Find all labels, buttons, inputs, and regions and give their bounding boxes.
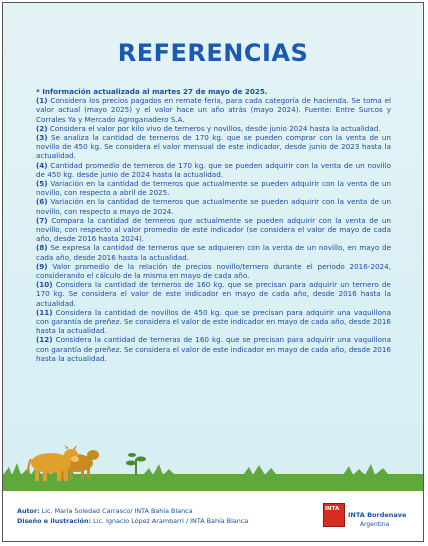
reference-list <box>36 96 391 363</box>
reference-number: (10) <box>36 280 53 290</box>
reference-number: (9) <box>36 261 48 271</box>
reference-item <box>36 243 391 261</box>
update-note: * Información actualizada al martes 27 de mayo de 2025. <box>36 87 268 96</box>
design-credit <box>17 517 248 525</box>
org-name: INTA Bordenave <box>348 511 407 519</box>
reference-text: Compara la cantidad de terneros que actualmente se pueden adquirir con la venta de un novillo, con respecto al valor promedio de este indicador (se considera el valor de mayo de cada año, desde 2016 hasta 2024). <box>36 215 391 244</box>
reference-text: Variación en la cantidad de terneros que actualmente se pueden adquirir con la venta de un novillo, con respecto a mayo de 2024. <box>36 197 391 216</box>
reference-number: (1) <box>36 96 48 106</box>
reference-number: (11) <box>36 307 53 317</box>
reference-item <box>36 280 391 308</box>
author-credit <box>17 507 193 515</box>
reference-text: Considera el valor por kilo vivo de terneros y novillos, desde junio 2024 hasta la actualidad. <box>49 123 381 133</box>
reference-number: (5) <box>36 179 48 189</box>
reference-item <box>36 216 391 244</box>
reference-text: Se expresa la cantidad de terneros que se adquieren con la venta de un novillo, en mayo de cada año, desde 2016 hasta la actualidad. <box>36 243 391 262</box>
inta-logo-text: INTA <box>325 506 340 512</box>
reference-text: Se analiza la cantidad de terneros de 170 kg. que se pueden comprar con la venta de un novillo de 450 kg. Se considera el valor mensual de este indicador, desde junio de 2023 hasta la actualidad. <box>36 133 391 161</box>
reference-text: Variación en la cantidad de terneros que actualmente se pueden adquirir con la venta de un novillo, con respecto a abril de 2025. <box>36 179 391 198</box>
reference-item <box>36 161 391 179</box>
reference-number: (6) <box>36 197 48 207</box>
author-name: Lic. María Soledad Carrasco/ INTA Bahía Blanca <box>41 507 193 515</box>
org-country: Argentina <box>360 521 390 528</box>
reference-item <box>36 96 391 124</box>
reference-item <box>36 308 391 336</box>
reference-number: (4) <box>36 160 48 170</box>
reference-text: Considera la cantidad de terneras de 160 kg. que se precisan para adquirir una vaquillona con garantía de preñez. Se considera el valor de este indicador en mayo de cada año, desde 2016 hasta la actualidad. <box>36 335 391 363</box>
reference-text: Considera los precios pagados en remate feria, para cada categoría de hacienda. Se toma el valor actual (mayo 2025) y el valor hace un año atrás (mayo 2024). Fuente: Entre Surcos y Corrales Ya y Mercado Agroganadero S.A. <box>36 96 391 124</box>
page-title: REFERENCIAS <box>117 39 309 67</box>
reference-text: Cantidad promedio de terneros de 170 kg. que se pueden adquirir con la venta de un novillo de 450 kg. desde junio de 2024 hasta la actualidad. <box>36 160 391 179</box>
reference-number: (3) <box>36 133 48 143</box>
reference-number: (12) <box>36 335 53 345</box>
infographic-frame <box>2 2 424 542</box>
references-body <box>36 87 391 363</box>
author-label: Autor: <box>17 507 40 515</box>
reference-item <box>36 262 391 280</box>
designer-name: Lic. Ignacio López Arambarri / INTA Bahía Blanca <box>93 517 249 525</box>
reference-item <box>36 197 391 215</box>
reference-item <box>36 133 391 161</box>
reference-item <box>36 179 391 197</box>
pasture-illustration <box>3 433 423 493</box>
reference-text: Considera la cantidad de novillos de 450 kg. que se precisan para adquirir una vaquillona con garantía de preñez. Se considera el valor de este indicador en mayo de cada año, desde 2016 hasta la actualidad. <box>36 307 391 336</box>
reference-number: (8) <box>36 243 48 253</box>
reference-number: (7) <box>36 215 48 225</box>
reference-item <box>36 124 391 133</box>
reference-text: Considera la cantidad de terneros de 160 kg. que se precisan para adquirir un ternero de 170 kg. Se considera el valor de este indicador en mayo de cada año, desde 2016 hasta la actualidad. <box>36 280 391 308</box>
design-label: Diseño e ilustración: <box>17 517 92 525</box>
reference-text: Valor promedio de la relación de precios novillo/ternero durante el periodo 2016-2024, considerando el cálculo de la misma en mayo de cada año. <box>36 261 391 281</box>
reference-number: (2) <box>36 123 48 133</box>
reference-item <box>36 335 391 363</box>
plant-icon <box>126 453 146 475</box>
